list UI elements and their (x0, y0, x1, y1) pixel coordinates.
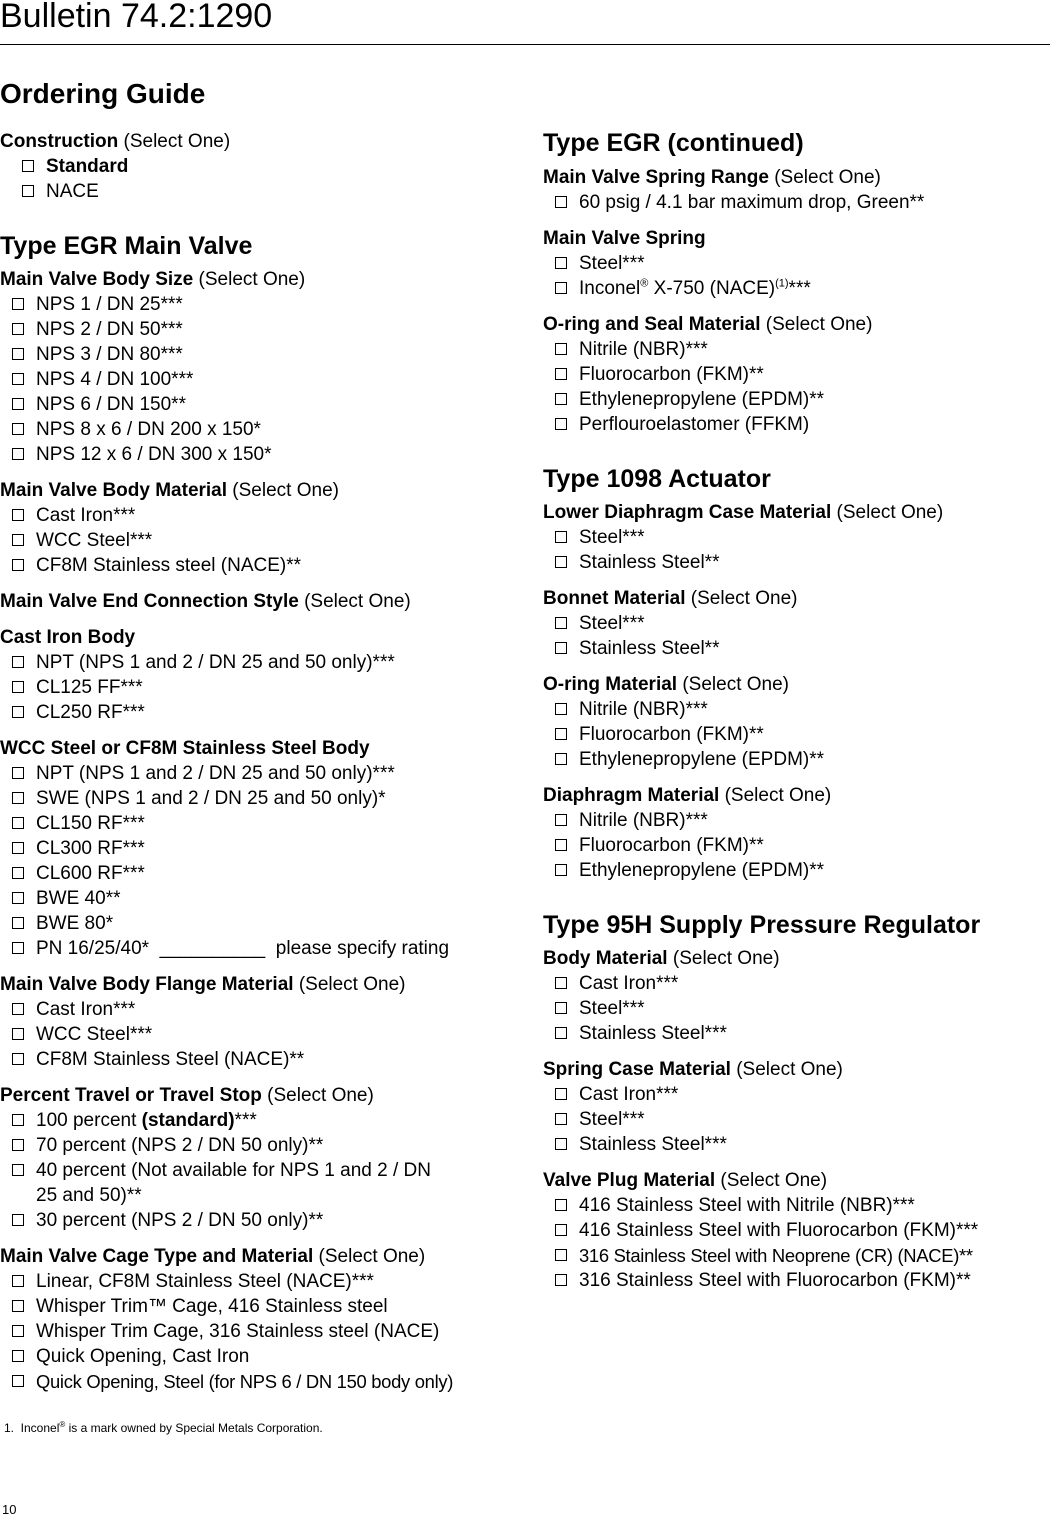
diaphragm-label: Diaphragm Material (Select One) (543, 785, 832, 806)
steel-body-option[interactable]: PN 16/25/40* __________ please specify rating (0, 936, 520, 961)
checkbox-icon[interactable] (12, 448, 24, 460)
oring-seal-option[interactable]: Nitrile (NBR)*** (543, 337, 1050, 362)
valve-plug-group (543, 1168, 1050, 1293)
checkbox-icon[interactable] (555, 1249, 567, 1261)
body-material-option[interactable]: CF8M Stainless steel (NACE)** (0, 553, 520, 578)
valve-plug-option[interactable]: 316 Stainless Steel with Neoprene (CR) (NACE)** (543, 1243, 1050, 1268)
oring-seal-option[interactable]: Ethylenepropylene (EPDM)** (543, 387, 1050, 412)
page-number: 10 (2, 1502, 17, 1517)
oring-seal-option[interactable]: Fluorocarbon (FKM)** (543, 362, 1050, 387)
oring-group (543, 672, 1050, 772)
diaphragm-option[interactable]: Nitrile (NBR)*** (543, 808, 1050, 833)
reg-body-option[interactable]: Stainless Steel*** (543, 1021, 1050, 1046)
checkbox-icon[interactable] (555, 393, 567, 405)
spring-range-group (543, 165, 1050, 215)
checkbox-icon[interactable] (555, 1088, 567, 1100)
spring-case-option[interactable]: Stainless Steel*** (543, 1132, 1050, 1157)
steel-body-option[interactable]: CL600 RF*** (0, 861, 520, 886)
travel-stop-option[interactable]: 30 percent (NPS 2 / DN 50 only)** (0, 1208, 520, 1233)
cage-option[interactable]: Quick Opening, Cast Iron (0, 1344, 520, 1369)
body-size-option[interactable]: NPS 3 / DN 80*** (0, 342, 520, 367)
valve-plug-option[interactable]: 416 Stainless Steel with Nitrile (NBR)*** (543, 1193, 1050, 1218)
checkbox-icon[interactable] (12, 1214, 24, 1226)
travel-stop-option[interactable]: 100 percent (standard)*** (0, 1108, 520, 1133)
checkbox-icon[interactable] (12, 423, 24, 435)
checkbox-icon[interactable] (22, 185, 34, 197)
diaphragm-group (543, 783, 1050, 883)
checkbox-icon[interactable] (555, 814, 567, 826)
checkbox-icon[interactable] (555, 703, 567, 715)
checkbox-icon[interactable] (555, 728, 567, 740)
checkbox-icon[interactable] (12, 681, 24, 693)
steel-body-option[interactable]: CL150 RF*** (0, 811, 520, 836)
checkbox-icon[interactable] (12, 509, 24, 521)
checkbox-icon[interactable] (12, 1375, 24, 1387)
cage-group (0, 1244, 520, 1394)
steel-body-option[interactable]: SWE (NPS 1 and 2 / DN 25 and 50 only)* (0, 786, 520, 811)
body-size-option[interactable]: NPS 8 x 6 / DN 200 x 150* (0, 417, 520, 442)
construction-group (0, 129, 520, 204)
checkbox-icon[interactable] (12, 942, 24, 954)
spring-case-group (543, 1057, 1050, 1157)
bonnet-option[interactable]: Steel*** (543, 611, 1050, 636)
construction-option[interactable]: NACE (0, 179, 520, 204)
lower-case-option[interactable]: Stainless Steel** (543, 550, 1050, 575)
oring-seal-label: O-ring and Seal Material (Select One) (543, 314, 873, 335)
cast-iron-body-option[interactable]: CL250 RF*** (0, 700, 520, 725)
body-material-label: Main Valve Body Material (Select One) (0, 480, 339, 501)
valve-plug-option[interactable]: 416 Stainless Steel with Fluorocarbon (FKM)*** (543, 1218, 1050, 1243)
reg-body-option[interactable]: Cast Iron*** (543, 971, 1050, 996)
checkbox-icon[interactable] (555, 642, 567, 654)
checkbox-icon[interactable] (555, 977, 567, 989)
checkbox-icon[interactable] (12, 1139, 24, 1151)
construction-label: Construction (Select One) (0, 131, 231, 152)
checkbox-icon[interactable] (555, 1138, 567, 1150)
reg-body-group (543, 946, 1050, 1046)
checkbox-icon[interactable] (555, 1113, 567, 1125)
bonnet-group (543, 586, 1050, 661)
steel-body-option[interactable]: BWE 40** (0, 886, 520, 911)
cage-label: Main Valve Cage Type and Material (Select One) (0, 1246, 426, 1267)
cage-option[interactable]: Quick Opening, Steel (for NPS 6 / DN 150 body only) (0, 1369, 520, 1394)
checkbox-icon[interactable] (12, 534, 24, 546)
steel-body-option[interactable]: BWE 80* (0, 911, 520, 936)
page-title: Ordering Guide (0, 78, 206, 109)
checkbox-icon[interactable] (12, 767, 24, 779)
footnote: 1. Inconel® is a mark owned by Special Metals Corporation. (4, 1420, 323, 1435)
header-rule (0, 44, 1050, 45)
checkbox-icon[interactable] (12, 656, 24, 668)
checkbox-icon[interactable] (555, 1199, 567, 1211)
checkbox-icon[interactable] (555, 368, 567, 380)
spring-range-label: Main Valve Spring Range (Select One) (543, 167, 881, 188)
checkbox-icon[interactable] (12, 1350, 24, 1362)
checkbox-icon[interactable] (555, 1027, 567, 1039)
checkbox-icon[interactable] (12, 559, 24, 571)
travel-stop-group (0, 1083, 520, 1233)
checkbox-icon[interactable] (555, 617, 567, 629)
body-material-option[interactable]: Cast Iron*** (0, 503, 520, 528)
checkbox-icon[interactable] (12, 1114, 24, 1126)
spring-label: Main Valve Spring (543, 228, 706, 249)
steel-body-option[interactable]: CL300 RF*** (0, 836, 520, 861)
spring-option[interactable]: Inconel® X-750 (NACE)$^{(1)}$*** (543, 276, 1050, 301)
cage-option[interactable]: Whisper Trim™ Cage, 416 Stainless steel (0, 1294, 520, 1319)
checkbox-icon[interactable] (22, 160, 34, 172)
checkbox-icon[interactable] (555, 282, 567, 294)
oring-option[interactable]: Nitrile (NBR)*** (543, 697, 1050, 722)
actuator-heading: Type 1098 Actuator (543, 465, 771, 493)
checkbox-icon[interactable] (12, 298, 24, 310)
diaphragm-option[interactable]: Fluorocarbon (FKM)** (543, 833, 1050, 858)
reg-body-label: Body Material (Select One) (543, 948, 780, 969)
spring-range-option[interactable]: 60 psig / 4.1 bar maximum drop, Green** (543, 190, 1050, 215)
oring-option[interactable]: Fluorocarbon (FKM)** (543, 722, 1050, 747)
right-column (543, 127, 1050, 1293)
checkbox-icon[interactable] (555, 531, 567, 543)
lower-case-label: Lower Diaphragm Case Material (Select One) (543, 502, 944, 523)
steel-body-group (0, 736, 520, 961)
bulletin-number: Bulletin 74.2:1290 (0, 0, 273, 35)
spring-case-option[interactable]: Steel*** (543, 1107, 1050, 1132)
checkbox-icon[interactable] (12, 792, 24, 804)
body-size-option[interactable]: NPS 1 / DN 25*** (0, 292, 520, 317)
reg-body-option[interactable]: Steel*** (543, 996, 1050, 1021)
diaphragm-option[interactable]: Ethylenepropylene (EPDM)** (543, 858, 1050, 883)
checkbox-icon[interactable] (12, 348, 24, 360)
checkbox-icon[interactable] (12, 706, 24, 718)
travel-stop-label: Percent Travel or Travel Stop (Select One) (0, 1085, 374, 1106)
body-size-option[interactable]: NPS 6 / DN 150** (0, 392, 520, 417)
cast-iron-body-option[interactable]: NPT (NPS 1 and 2 / DN 25 and 50 only)*** (0, 650, 520, 675)
travel-stop-option[interactable]: 40 percent (Not available for NPS 1 and 2 / DN 25 and 50)** (0, 1158, 436, 1208)
checkbox-icon[interactable] (12, 1003, 24, 1015)
flange-material-option[interactable]: Cast Iron*** (0, 997, 520, 1022)
checkbox-icon[interactable] (12, 892, 24, 904)
cast-iron-body-label: Cast Iron Body (0, 627, 136, 648)
checkbox-icon[interactable] (555, 556, 567, 568)
end-connection-label: Main Valve End Connection Style (Select One) (0, 591, 411, 612)
checkbox-icon[interactable] (555, 864, 567, 876)
oring-seal-group (543, 312, 1050, 437)
spring-case-option[interactable]: Cast Iron*** (543, 1082, 1050, 1107)
lower-case-group (543, 500, 1050, 575)
spring-group (543, 226, 1050, 301)
checkbox-icon[interactable] (555, 839, 567, 851)
checkbox-icon[interactable] (12, 1300, 24, 1312)
checkbox-icon[interactable] (12, 398, 24, 410)
flange-material-group (0, 972, 520, 1072)
checkbox-icon[interactable] (555, 257, 567, 269)
main-valve-heading: Type EGR Main Valve (0, 232, 253, 260)
oring-seal-option[interactable]: Perflouroelastomer (FFKM) (543, 412, 1050, 437)
bonnet-label: Bonnet Material (Select One) (543, 588, 798, 609)
travel-stop-option[interactable]: 70 percent (NPS 2 / DN 50 only)** (0, 1133, 520, 1158)
checkbox-icon[interactable] (555, 1274, 567, 1286)
checkbox-icon[interactable] (12, 842, 24, 854)
valve-plug-option[interactable]: 316 Stainless Steel with Fluorocarbon (FKM)** (543, 1268, 1050, 1293)
body-material-group (0, 478, 520, 578)
body-size-label: Main Valve Body Size (Select One) (0, 269, 306, 290)
checkbox-icon[interactable] (12, 373, 24, 385)
checkbox-icon[interactable] (555, 1002, 567, 1014)
spring-option[interactable]: Steel*** (543, 251, 1050, 276)
spring-case-label: Spring Case Material (Select One) (543, 1059, 843, 1080)
body-material-option[interactable]: WCC Steel*** (0, 528, 520, 553)
checkbox-icon[interactable] (12, 867, 24, 879)
flange-material-option[interactable]: WCC Steel*** (0, 1022, 520, 1047)
oring-label: O-ring Material (Select One) (543, 674, 790, 695)
checkbox-icon[interactable] (12, 1053, 24, 1065)
lower-case-option[interactable]: Steel*** (543, 525, 1050, 550)
body-size-option[interactable]: NPS 4 / DN 100*** (0, 367, 520, 392)
body-size-option[interactable]: NPS 12 x 6 / DN 300 x 150* (0, 442, 520, 467)
checkbox-icon[interactable] (555, 343, 567, 355)
checkbox-icon[interactable] (555, 196, 567, 208)
checkbox-icon[interactable] (12, 323, 24, 335)
egr-continued-heading: Type EGR (continued) (543, 129, 804, 157)
cast-iron-body-group (0, 625, 520, 725)
flange-material-label: Main Valve Body Flange Material (Select One) (0, 974, 406, 995)
regulator-heading: Type 95H Supply Pressure Regulator (543, 911, 981, 939)
checkbox-icon[interactable] (12, 917, 24, 929)
checkbox-icon[interactable] (12, 1028, 24, 1040)
bonnet-option[interactable]: Stainless Steel** (543, 636, 1050, 661)
valve-plug-label: Valve Plug Material (Select One) (543, 1170, 828, 1191)
body-size-option[interactable]: NPS 2 / DN 50*** (0, 317, 520, 342)
checkbox-icon[interactable] (555, 1224, 567, 1236)
cage-option[interactable]: Whisper Trim Cage, 316 Stainless steel (NACE) (0, 1319, 520, 1344)
checkbox-icon[interactable] (12, 1164, 24, 1176)
cage-option[interactable]: Linear, CF8M Stainless Steel (NACE)*** (0, 1269, 520, 1294)
oring-option[interactable]: Ethylenepropylene (EPDM)** (543, 747, 1050, 772)
left-column (0, 129, 520, 1394)
checkbox-icon[interactable] (555, 753, 567, 765)
checkbox-icon[interactable] (12, 1275, 24, 1287)
end-connection-group (0, 589, 520, 614)
checkbox-icon[interactable] (555, 418, 567, 430)
cast-iron-body-option[interactable]: CL125 FF*** (0, 675, 520, 700)
body-size-group (0, 267, 520, 467)
steel-body-label: WCC Steel or CF8M Stainless Steel Body (0, 738, 370, 759)
steel-body-option[interactable]: NPT (NPS 1 and 2 / DN 25 and 50 only)*** (0, 761, 520, 786)
flange-material-option[interactable]: CF8M Stainless Steel (NACE)** (0, 1047, 520, 1072)
construction-option[interactable]: Standard (0, 154, 520, 179)
checkbox-icon[interactable] (12, 1325, 24, 1337)
checkbox-icon[interactable] (12, 817, 24, 829)
